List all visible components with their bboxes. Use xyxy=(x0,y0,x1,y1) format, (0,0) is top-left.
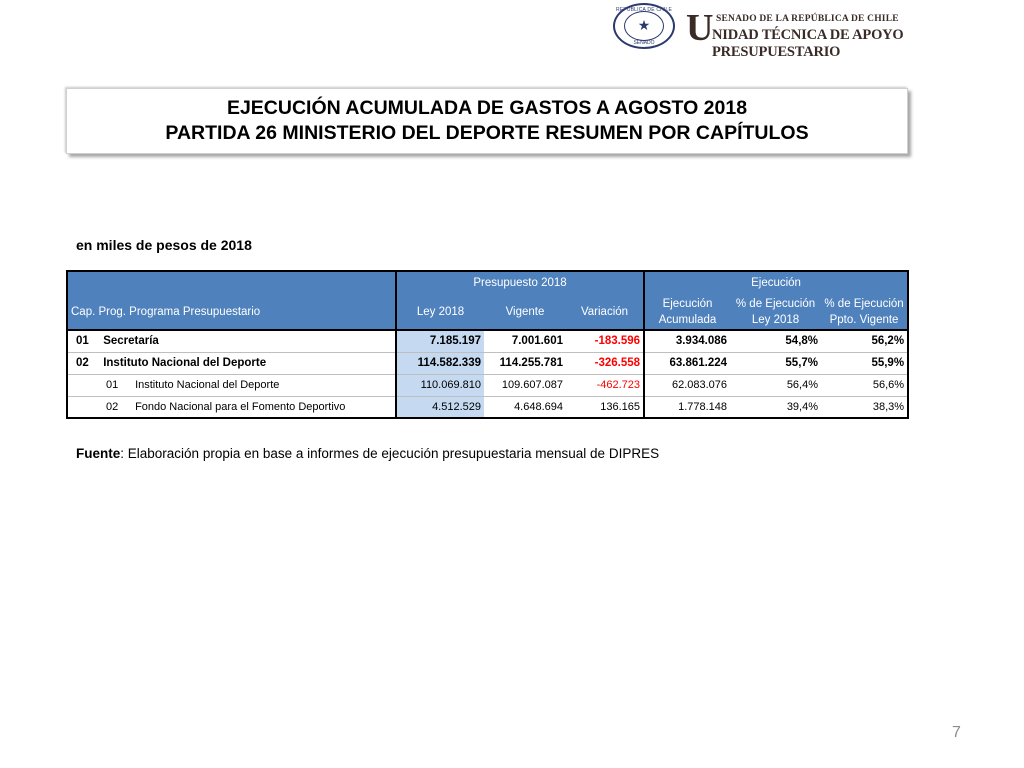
brand-initial: U xyxy=(686,7,714,49)
cell-pct-ley: 56,4% xyxy=(730,374,821,396)
seal-bottom-text: SENADO xyxy=(633,40,655,46)
table-row xyxy=(67,330,908,352)
row-label xyxy=(67,374,396,396)
brand-unidad-line: NIDAD TÉCNICA DE APOYO PRESUPUESTARIO xyxy=(712,27,904,60)
units-label: en miles de pesos de 2018 xyxy=(76,237,252,253)
table-row xyxy=(67,374,908,396)
cell-ley: 114.582.339 xyxy=(396,352,484,374)
col-header-ejecucion-line1: Ejecución xyxy=(662,297,713,310)
row-name: Fondo Nacional para el Fomento Deportivo xyxy=(135,400,346,413)
cell-ejecucion: 1.778.148 xyxy=(644,396,730,418)
cell-variacion: 136.165 xyxy=(566,396,644,418)
col-header-pct-vig-line1: % de Ejecución xyxy=(824,297,904,310)
col-header-ejecucion-acumulada xyxy=(644,294,730,330)
brand-senado-line: SENADO DE LA REPÚBLICA DE CHILE xyxy=(716,14,899,24)
title-box xyxy=(66,88,908,154)
cell-variacion: -462.723 xyxy=(566,374,644,396)
col-header-cap-prog: Cap. Prog. Programa Presupuestario xyxy=(67,294,396,330)
row-label xyxy=(67,396,396,418)
cell-vigente: 114.255.781 xyxy=(484,352,566,374)
title-line-2: PARTIDA 26 MINISTERIO DEL DEPORTE RESUMEN POR CAPÍTULOS xyxy=(165,122,809,144)
row-code: 02 xyxy=(106,400,119,413)
table-row xyxy=(67,352,908,374)
cell-pct-vigente: 55,9% xyxy=(821,352,908,374)
cell-pct-ley: 39,4% xyxy=(730,396,821,418)
col-header-pct-ley-line2: Ley 2018 xyxy=(751,313,800,326)
cell-vigente: 109.607.087 xyxy=(484,374,566,396)
row-code: 01 xyxy=(76,335,89,348)
col-header-vigente: Vigente xyxy=(484,294,566,330)
title-line-1: EJECUCIÓN ACUMULADA DE GASTOS A AGOSTO 2018 xyxy=(226,97,748,119)
cell-ley: 4.512.529 xyxy=(396,396,484,418)
row-code: 01 xyxy=(106,379,119,391)
col-header-variacion: Variación xyxy=(566,294,644,330)
seal-top-text: REPÚBLICA DE CHILE xyxy=(615,7,673,13)
row-code: 02 xyxy=(76,357,89,369)
cell-pct-ley: 54,8% xyxy=(730,330,821,352)
cell-ejecucion: 62.083.076 xyxy=(644,374,730,396)
cell-ejecucion: 3.934.086 xyxy=(644,330,730,352)
col-header-pct-ley xyxy=(730,294,821,330)
seal-inner-ring xyxy=(624,11,664,41)
row-name: Instituto Nacional del Deporte xyxy=(135,379,280,391)
cell-vigente: 7.001.601 xyxy=(484,330,566,352)
source-note xyxy=(76,446,659,461)
cell-variacion: -183.596 xyxy=(566,330,644,352)
row-label xyxy=(67,352,396,374)
senado-seal-logo xyxy=(613,3,675,49)
row-name: Instituto Nacional del Deporte xyxy=(103,357,267,369)
table-row xyxy=(67,396,908,418)
budget-table xyxy=(66,270,907,419)
group-header-ejecucion: Ejecución xyxy=(644,271,908,294)
star-icon: ★ xyxy=(637,18,651,34)
col-header-pct-vigente xyxy=(821,294,908,330)
col-header-ley: Ley 2018 xyxy=(396,294,484,330)
row-name: Secretaría xyxy=(103,335,159,348)
cell-variacion: -326.558 xyxy=(566,352,644,374)
col-header-pct-vig-line2: Ppto. Vigente xyxy=(829,313,899,326)
group-header-presupuesto: Presupuesto 2018 xyxy=(396,271,644,294)
col-header-ejecucion-line2: Acumulada xyxy=(658,313,717,326)
header-blank xyxy=(67,271,396,294)
cell-ley: 7.185.197 xyxy=(396,330,484,352)
col-header-pct-ley-line1: % de Ejecución xyxy=(735,297,816,310)
cell-pct-vigente: 56,6% xyxy=(821,374,908,396)
source-label: Fuente xyxy=(76,446,121,461)
cell-pct-vigente: 56,2% xyxy=(821,330,908,352)
source-text: : Elaboración propia en base a informes de ejecución presupuestaria mensual de DIPRES xyxy=(120,446,660,461)
cell-pct-vigente: 38,3% xyxy=(821,396,908,418)
cell-pct-ley: 55,7% xyxy=(730,352,821,374)
row-label xyxy=(67,330,396,352)
page-number: 7 xyxy=(952,724,961,741)
cell-ley: 110.069.810 xyxy=(396,374,484,396)
cell-ejecucion: 63.861.224 xyxy=(644,352,730,374)
cell-vigente: 4.648.694 xyxy=(484,396,566,418)
